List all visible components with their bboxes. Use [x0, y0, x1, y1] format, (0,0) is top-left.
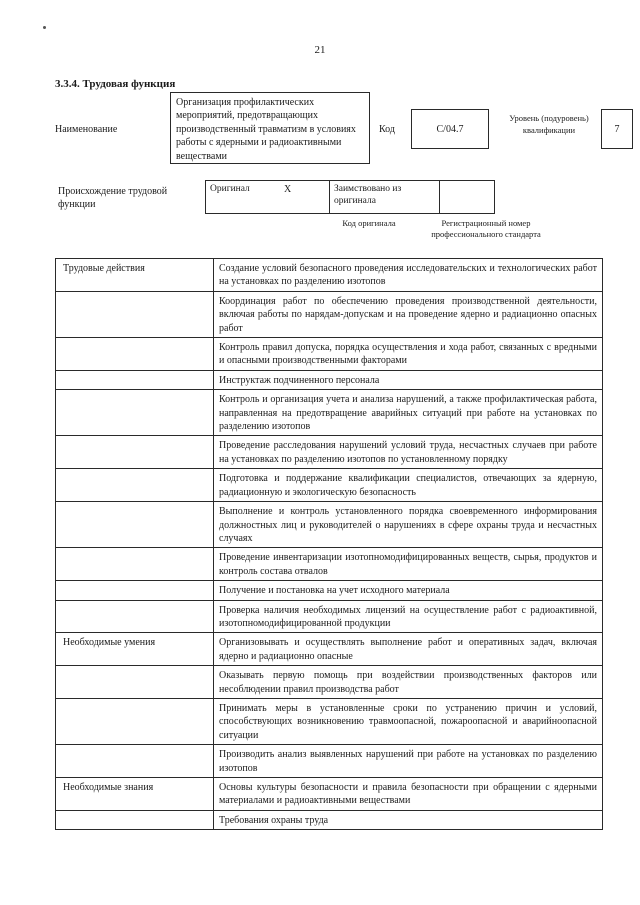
- list-item: Требования охраны труда: [214, 811, 602, 830]
- qualification-level-box: 7: [601, 109, 633, 149]
- table-row: [56, 436, 602, 469]
- category-spacer: [56, 581, 214, 600]
- category-spacer: [56, 292, 214, 338]
- table-row: [56, 601, 602, 634]
- table-row: [56, 259, 602, 292]
- table-row: [56, 633, 602, 666]
- list-item: Проверка наличия необходимых лицензий на осуществление работ с радиоактивной, изотопномодифицированной продукции: [214, 601, 602, 634]
- list-item: Контроль правил допуска, порядка осуществления и хода работ, связанных с вредными и опасными производственными факторами: [214, 338, 602, 371]
- origin-code-note: Код оригинала: [342, 218, 396, 228]
- list-item: Проведение инвентаризации изотопномодифицированных веществ, сырья, продуктов и контроль состава отвалов: [214, 548, 602, 581]
- code-value-box: С/04.7: [411, 109, 489, 149]
- function-header-block: [55, 92, 620, 170]
- list-item: Основы культуры безопасности и правила безопасности при обращении с ядерными материалами и радиоактивными веществами: [214, 778, 602, 811]
- category-spacer: [56, 666, 214, 699]
- category-spacer: [56, 436, 214, 469]
- table-row: [56, 778, 602, 811]
- category-spacer: [56, 745, 214, 778]
- list-item: Координация работ по обеспечению проведения производственной деятельности, включая работы по нарядам-допускам и на проведение ядерно и радиационно опасных работ: [214, 292, 602, 338]
- origin-original-label: Оригинал: [210, 184, 250, 194]
- list-item: Контроль и организация учета и анализа нарушений, а также профилактическая работа, направленная на предотвращение аварийных ситуаций при работе на установках по разделению изотопов: [214, 390, 602, 436]
- category-spacer: [56, 338, 214, 371]
- table-row: [56, 581, 602, 600]
- category-label-actions: Трудовые действия: [56, 259, 214, 292]
- scan-artifact-dot: [43, 26, 46, 29]
- function-origin-block: [55, 180, 603, 250]
- category-spacer: [56, 601, 214, 634]
- category-spacer: [56, 699, 214, 745]
- page-number: 21: [314, 44, 326, 56]
- category-spacer: [56, 548, 214, 581]
- category-spacer: [56, 371, 214, 390]
- list-item: Принимать меры в установленные сроки по устранению причин и условий, способствующих возникновению травмоопасной, пожароопасной и аварийноопасной ситуации: [214, 699, 602, 745]
- origin-table: [205, 180, 495, 214]
- table-row: [56, 371, 602, 390]
- category-spacer: [56, 502, 214, 548]
- list-item: Организовывать и осуществлять выполнение работ и оперативных задач, включая ядерно и радиационно опасные: [214, 633, 602, 666]
- table-row: [56, 666, 602, 699]
- category-label-knowledge: Необходимые знания: [56, 778, 214, 811]
- list-item: Оказывать первую помощь при воздействии производственных факторов или несоблюдении правил производства работ: [214, 666, 602, 699]
- category-spacer: [56, 390, 214, 436]
- list-item: Инструктаж подчиненного персонала: [214, 371, 602, 390]
- function-name-box: Организация профилактических мероприятий, предотвращающих производственный травматизм в условиях работы с ядерными и радиоактивными веществами: [170, 92, 370, 164]
- category-label-skills: Необходимые умения: [56, 633, 214, 666]
- table-row: [56, 745, 602, 778]
- qualification-level-label: Уровень (подуровень) квалификации: [509, 113, 589, 135]
- origin-registration-note: Регистрационный номер профессионального стандарта: [431, 218, 541, 239]
- table-row: [56, 811, 602, 830]
- name-label: Наименование: [55, 124, 118, 135]
- table-row: [56, 469, 602, 502]
- category-spacer: [56, 811, 214, 830]
- origin-label: Происхождение трудовой функции: [58, 186, 168, 210]
- table-row: [56, 292, 602, 338]
- list-item: Подготовка и поддержание квалификации специалистов, отвечающих за ядерную, радиационную и экологическую безопасность: [214, 469, 602, 502]
- list-item: Проведение расследования нарушений условий труда, несчастных случаев при работе на установках по разделению изотопов по установленному порядку: [214, 436, 602, 469]
- origin-original-cell: [206, 181, 330, 213]
- section-title: 3.3.4. Трудовая функция: [55, 78, 176, 90]
- list-item: Производить анализ выявленных нарушений при работе на установках по разделению изотопов: [214, 745, 602, 778]
- code-label: Код: [379, 124, 395, 135]
- category-spacer: [56, 469, 214, 502]
- origin-borrowed-cell: Заимствовано из оригинала: [330, 181, 440, 213]
- table-row: [56, 502, 602, 548]
- table-row: [56, 548, 602, 581]
- list-item: Выполнение и контроль установленного порядка своевременного информирования должностных лиц и руководителей о нарушениях в сфере охраны труда и несчастных случаях: [214, 502, 602, 548]
- table-row: [56, 338, 602, 371]
- list-item: Создание условий безопасного проведения исследовательских и технологических работ на установках по разделению изотопов: [214, 259, 602, 292]
- function-details-table: [55, 258, 603, 830]
- origin-empty-cell: [440, 181, 494, 213]
- table-row: [56, 390, 602, 436]
- list-item: Получение и постановка на учет исходного материала: [214, 581, 602, 600]
- origin-original-mark: X: [284, 184, 292, 195]
- table-row: [56, 699, 602, 745]
